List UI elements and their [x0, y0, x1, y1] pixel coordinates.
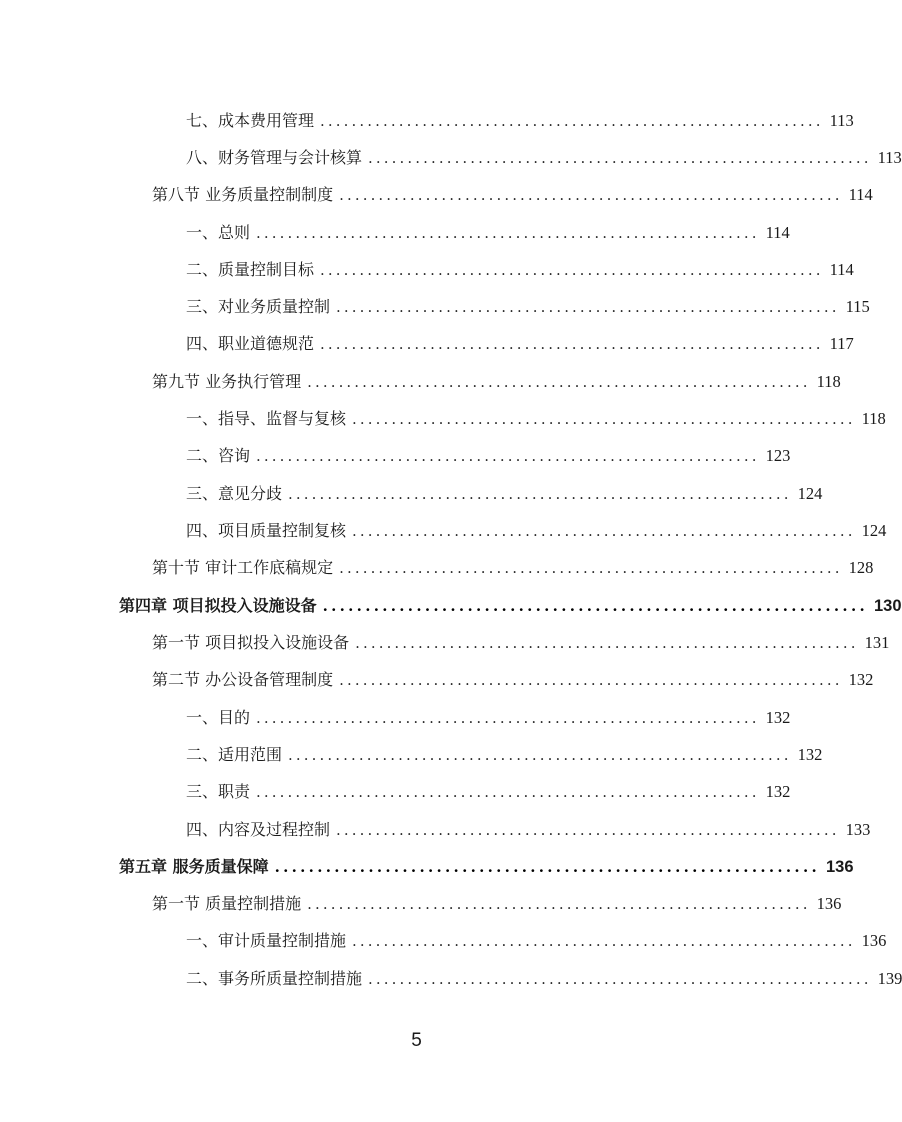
toc-entry[interactable] [186, 108, 854, 132]
toc-leader-dots: ................................................................ [339, 671, 843, 689]
toc-entry[interactable] [186, 518, 887, 542]
toc-entry[interactable] [186, 817, 871, 841]
toc-chapter-entry[interactable] [119, 854, 854, 878]
toc-leader-dots: ................................................................ [368, 149, 872, 167]
toc-entry[interactable] [186, 257, 854, 281]
toc-leader-dots: ................................................................ [288, 746, 792, 764]
toc-entry-title: 第九节 业务执行管理 [152, 372, 302, 391]
toc-entry[interactable] [186, 779, 791, 803]
toc-entry-title: 八、财务管理与会计核算 [186, 148, 363, 167]
toc-entry[interactable] [152, 182, 873, 206]
toc-leader-dots: ................................................................ [322, 597, 868, 615]
toc-entry-page: 113 [877, 148, 902, 167]
toc-entry[interactable] [186, 966, 902, 990]
toc-entry[interactable] [186, 406, 886, 430]
toc-entry-page: 132 [797, 745, 823, 764]
toc-entry-title: 第一节 项目拟投入设施设备 [152, 633, 350, 652]
toc-entry[interactable] [186, 742, 823, 766]
toc-entry-page: 114 [765, 223, 790, 242]
toc-leader-dots: ................................................................ [352, 410, 856, 428]
toc-entry[interactable] [186, 220, 790, 244]
toc-entry-title: 第十节 审计工作底稿规定 [152, 558, 334, 577]
toc-entry-title: 四、项目质量控制复核 [186, 521, 347, 540]
toc-entry[interactable] [186, 705, 791, 729]
toc-leader-dots: ................................................................ [307, 895, 811, 913]
toc-leader-dots: ................................................................ [256, 709, 760, 727]
toc-entry-page: 136 [861, 931, 887, 950]
toc-entry-title: 二、适用范围 [186, 745, 283, 764]
toc-entry-page: 113 [829, 111, 854, 130]
toc-entry-title: 第二节 办公设备管理制度 [152, 670, 334, 689]
toc-leader-dots: ................................................................ [288, 485, 792, 503]
toc-entry-page: 115 [845, 297, 870, 316]
toc-leader-dots: ................................................................ [339, 559, 843, 577]
toc-leader-dots: ................................................................ [256, 783, 760, 801]
toc-leader-dots: ................................................................ [336, 298, 840, 316]
toc-entry-title: 一、审计质量控制措施 [186, 931, 347, 950]
toc-leader-dots: ................................................................ [256, 447, 760, 465]
toc-leader-dots: ................................................................ [320, 335, 824, 353]
toc-entry-title: 第五章 服务质量保障 [119, 857, 269, 876]
toc-entry[interactable] [186, 928, 887, 952]
toc-entry[interactable] [186, 331, 854, 355]
toc-entry-title: 一、总则 [186, 223, 251, 242]
toc-leader-dots: ................................................................ [336, 821, 840, 839]
toc-entry-page: 136 [816, 894, 842, 913]
toc-entry-page: 117 [829, 334, 854, 353]
toc-leader-dots: ................................................................ [307, 373, 811, 391]
toc-entry-page: 118 [861, 409, 886, 428]
toc-entry-title: 七、成本费用管理 [186, 111, 315, 130]
toc-entry-page: 132 [765, 708, 791, 727]
toc-entry-page: 130 [874, 597, 902, 615]
toc-entry-page: 136 [826, 858, 854, 876]
toc-entry-page: 124 [797, 484, 823, 503]
toc-leader-dots: ................................................................ [339, 186, 843, 204]
toc-entry-page: 133 [845, 820, 871, 839]
toc-entry[interactable] [152, 891, 842, 915]
toc-entry[interactable] [186, 145, 902, 169]
toc-entry-title: 三、对业务质量控制 [186, 297, 331, 316]
toc-entry-title: 第八节 业务质量控制制度 [152, 185, 334, 204]
toc-entry-title: 二、咨询 [186, 446, 251, 465]
toc-entry-title: 四、职业道德规范 [186, 334, 315, 353]
toc-entry-page: 139 [877, 969, 902, 988]
toc-entry-title: 第一节 质量控制措施 [152, 894, 302, 913]
toc-entry-title: 一、目的 [186, 708, 251, 727]
toc-entry-page: 118 [816, 372, 841, 391]
toc-entry-title: 第四章 项目拟投入设施设备 [119, 596, 317, 615]
toc-entry-title: 一、指导、监督与复核 [186, 409, 347, 428]
toc-entry-page: 124 [861, 521, 887, 540]
toc-entry-page: 131 [864, 633, 890, 652]
toc-entry-page: 114 [848, 185, 873, 204]
toc-leader-dots: ................................................................ [352, 522, 856, 540]
toc-entry-title: 二、质量控制目标 [186, 260, 315, 279]
toc-entry-page: 132 [765, 782, 791, 801]
toc-entry-page: 132 [848, 670, 874, 689]
toc-entry-page: 123 [765, 446, 791, 465]
toc-entry[interactable] [186, 294, 870, 318]
toc-entry-page: 114 [829, 260, 854, 279]
toc-entry-title: 四、内容及过程控制 [186, 820, 331, 839]
toc-entry-title: 三、意见分歧 [186, 484, 283, 503]
toc-leader-dots: ................................................................ [352, 932, 856, 950]
toc-entry-title: 三、职责 [186, 782, 251, 801]
toc-entry-title: 二、事务所质量控制措施 [186, 969, 363, 988]
toc-leader-dots: ................................................................ [320, 261, 824, 279]
toc-leader-dots: ................................................................ [274, 858, 820, 876]
toc-leader-dots: ................................................................ [320, 112, 824, 130]
toc-entry[interactable] [186, 443, 791, 467]
toc-entry-page: 128 [848, 558, 874, 577]
toc-leader-dots: ................................................................ [368, 970, 872, 988]
toc-entry[interactable] [152, 369, 841, 393]
toc-entry[interactable] [152, 630, 890, 654]
toc-entry[interactable] [186, 481, 823, 505]
toc-leader-dots: ................................................................ [256, 224, 760, 242]
toc-entry[interactable] [152, 667, 874, 691]
toc-chapter-entry[interactable] [119, 593, 902, 617]
page-number: 5 [411, 1030, 422, 1051]
toc-entry[interactable] [152, 555, 874, 579]
toc-leader-dots: ................................................................ [355, 634, 859, 652]
